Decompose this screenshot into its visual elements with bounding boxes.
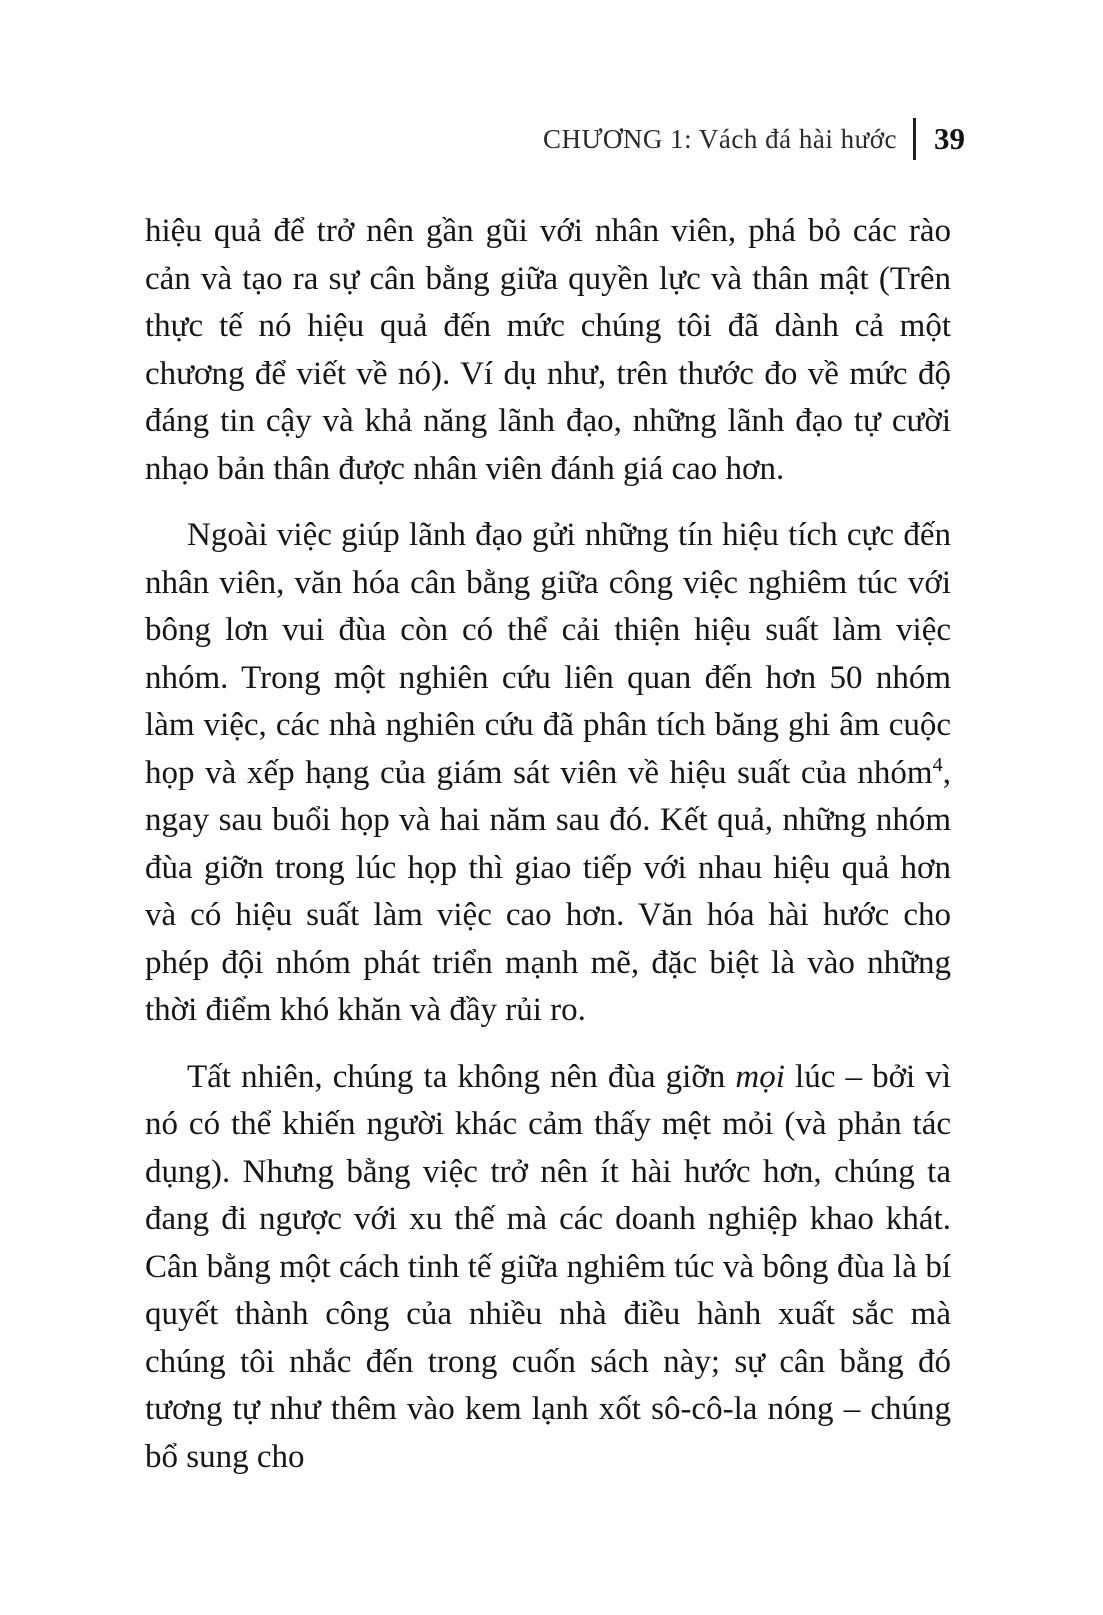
paragraph [145, 512, 951, 1035]
text-segment: Tất nhiên, chúng ta không nên đùa giỡn [187, 1058, 736, 1095]
text-segment: hiệu quả để trở nên gần gũi với nhân viên, phá bỏ các rào cản và tạo ra sự cân bằng giữa quyền lực và thân mật (Trên thực tế nó hiệu quả đến mức chúng tôi đã dành cả một chương để viết về nó). Ví dụ như, trên thước đo về mức độ đáng tin cậy và khả năng lãnh đạo, những lãnh đạo tự cười nhạo bản thân được nhân viên đánh giá cao hơn. [145, 213, 951, 487]
page-body-text [145, 208, 951, 1500]
chapter-running-title: CHƯƠNG 1: Vách đá hài hước [542, 123, 897, 154]
page-number: 39 [934, 121, 965, 156]
paragraph [145, 208, 951, 493]
footnote-reference: 4 [932, 753, 943, 776]
text-segment: Ngoài việc giúp lãnh đạo gửi những tín hiệu tích cực đến nhân viên, văn hóa cân bằng giữa công việc nghiêm túc với bông lơn vui đùa còn có thể cải thiện hiệu suất làm việc nhóm. Trong một nghiên cứu liên quan đến hơn 50 nhóm làm việc, các nhà nghiên cứu đã phân tích băng ghi âm cuộc họp và xếp hạng của giám sát viên về hiệu suất của nhóm [145, 517, 951, 791]
text-segment: lúc – bởi vì nó có thể khiến người khác cảm thấy mệt mỏi (và phản tác dụng). Nhưng bằng việc trở nên ít hài hước hơn, chúng ta đang đi ngược với xu thế mà các doanh nghiệp khao khát. Cân bằng một cách tinh tế giữa nghiêm túc và bông đùa là bí quyết thành công của nhiều nhà điều hành xuất sắc mà chúng tôi nhắc đến trong cuốn sách này; sự cân bằng đó tương tự như thêm vào kem lạnh xốt sô-cô-la nóng – chúng bổ sung cho [145, 1058, 951, 1475]
header-separator-bar [913, 118, 916, 160]
paragraph [145, 1054, 951, 1482]
text-segment: , ngay sau buổi họp và hai năm sau đó. Kết quả, những nhóm đùa giỡn trong lúc họp thì giao tiếp với nhau hiệu quả hơn và có hiệu suất làm việc cao hơn. Văn hóa hài hước cho phép đội nhóm phát triển mạnh mẽ, đặc biệt là vào những thời điểm khó khăn và đầy rủi ro. [145, 754, 951, 1028]
text-segment: mọi [735, 1058, 785, 1095]
running-header [543, 118, 965, 160]
